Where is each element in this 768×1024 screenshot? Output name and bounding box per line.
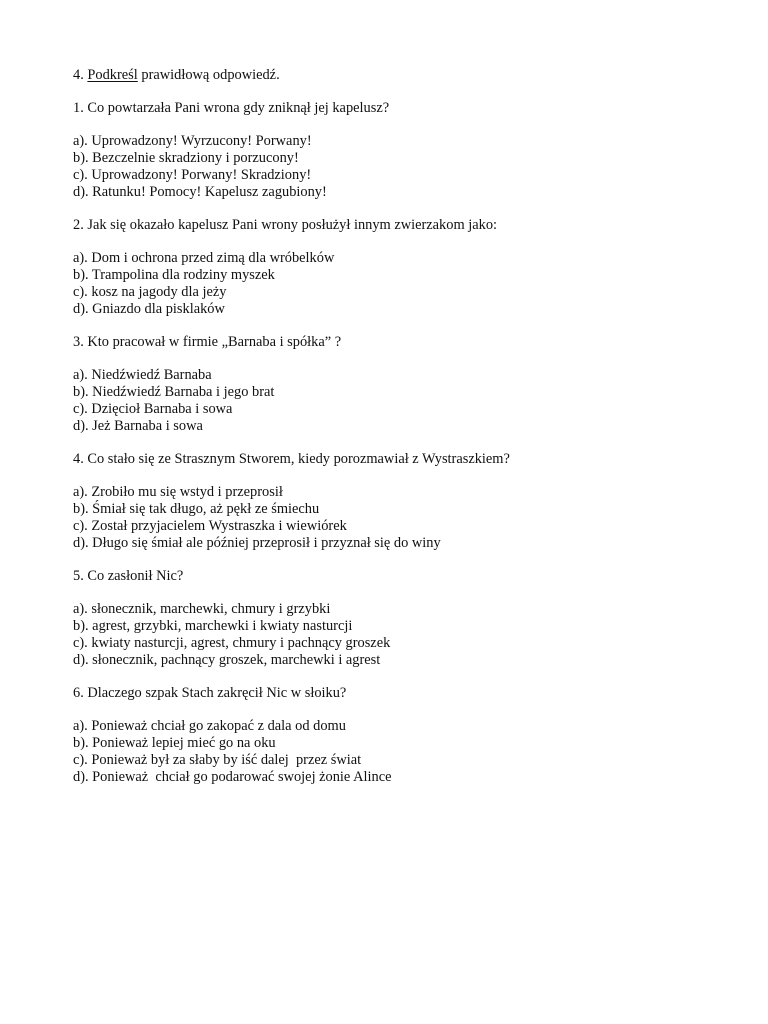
- spacer: [73, 468, 733, 484]
- spacer: [73, 234, 733, 250]
- question-text: 1. Co powtarzała Pani wrona gdy zniknął jej kapelusz?: [73, 100, 390, 116]
- answer-option-a: a). Ponieważ chciał go zakopać z dala od domu: [73, 718, 346, 734]
- question-text: 6. Dlaczego szpak Stach zakręcił Nic w słoiku?: [73, 685, 347, 701]
- instruction-number: 4.: [73, 67, 84, 83]
- answer-option-c: c). kosz na jagody dla jeży: [73, 284, 227, 300]
- question-block-4: [73, 451, 733, 552]
- answer-option-a: a). Zrobiło mu się wstyd i przeprosił: [73, 484, 283, 500]
- spacer: [73, 84, 733, 100]
- question-text: 3. Kto pracował w firmie „Barnaba i spółka” ?: [73, 334, 342, 350]
- question-block-6: [73, 685, 733, 786]
- answer-option-a: a). Niedźwiedź Barnaba: [73, 367, 212, 383]
- answer-option-b: b). Trampolina dla rodziny myszek: [73, 267, 275, 283]
- answer-option-a: a). Uprowadzony! Wyrzucony! Porwany!: [73, 133, 312, 149]
- spacer: [73, 318, 733, 334]
- answer-option-b: b). Niedźwiedź Barnaba i jego brat: [73, 384, 275, 400]
- spacer: [73, 702, 733, 718]
- question-block-3: [73, 334, 733, 435]
- spacer: [73, 669, 733, 685]
- answer-option-d: d). Ratunku! Pomocy! Kapelusz zagubiony!: [73, 184, 327, 200]
- answer-option-d: d). Gniazdo dla pisklaków: [73, 301, 225, 317]
- answer-option-c: c). Dzięcioł Barnaba i sowa: [73, 401, 233, 417]
- answer-option-c: c). Został przyjacielem Wystraszka i wiewiórek: [73, 518, 347, 534]
- instruction-text: prawidłową odpowiedź.: [141, 67, 280, 83]
- answer-option-c: c). kwiaty nasturcji, agrest, chmury i pachnący groszek: [73, 635, 391, 651]
- question-block-5: [73, 568, 733, 669]
- question-text: 2. Jak się okazało kapelusz Pani wrony posłużył innym zwierzakom jako:: [73, 217, 498, 233]
- question-block-2: [73, 217, 733, 318]
- answer-option-a: a). Dom i ochrona przed zimą dla wróbelków: [73, 250, 335, 266]
- answer-option-a: a). słonecznik, marchewki, chmury i grzybki: [73, 601, 331, 617]
- answer-option-d: d). Ponieważ chciał go podarować swojej żonie Alince: [73, 769, 392, 785]
- spacer: [73, 351, 733, 367]
- instruction-line: [73, 67, 733, 84]
- answer-option-b: b). Śmiał się tak długo, aż pękł ze śmiechu: [73, 501, 320, 517]
- worksheet-page: [73, 67, 733, 786]
- answer-option-d: d). Długo się śmiał ale później przeprosił i przyznał się do winy: [73, 535, 441, 551]
- answer-option-b: b). Ponieważ lepiej mieć go na oku: [73, 735, 276, 751]
- answer-option-d: d). słonecznik, pachnący groszek, marchewki i agrest: [73, 652, 381, 668]
- instruction-underlined-word: Podkreśl: [87, 67, 138, 83]
- question-block-1: [73, 100, 733, 201]
- answer-option-c: c). Uprowadzony! Porwany! Skradziony!: [73, 167, 312, 183]
- spacer: [73, 201, 733, 217]
- spacer: [73, 585, 733, 601]
- spacer: [73, 552, 733, 568]
- spacer: [73, 117, 733, 133]
- answer-option-b: b). agrest, grzybki, marchewki i kwiaty nasturcji: [73, 618, 353, 634]
- spacer: [73, 435, 733, 451]
- answer-option-d: d). Jeż Barnaba i sowa: [73, 418, 203, 434]
- answer-option-c: c). Ponieważ był za słaby by iść dalej przez świat: [73, 752, 362, 768]
- question-text: 4. Co stało się ze Strasznym Stworem, kiedy porozmawiał z Wystraszkiem?: [73, 451, 510, 467]
- answer-option-b: b). Bezczelnie skradziony i porzucony!: [73, 150, 299, 166]
- question-text: 5. Co zasłonił Nic?: [73, 568, 184, 584]
